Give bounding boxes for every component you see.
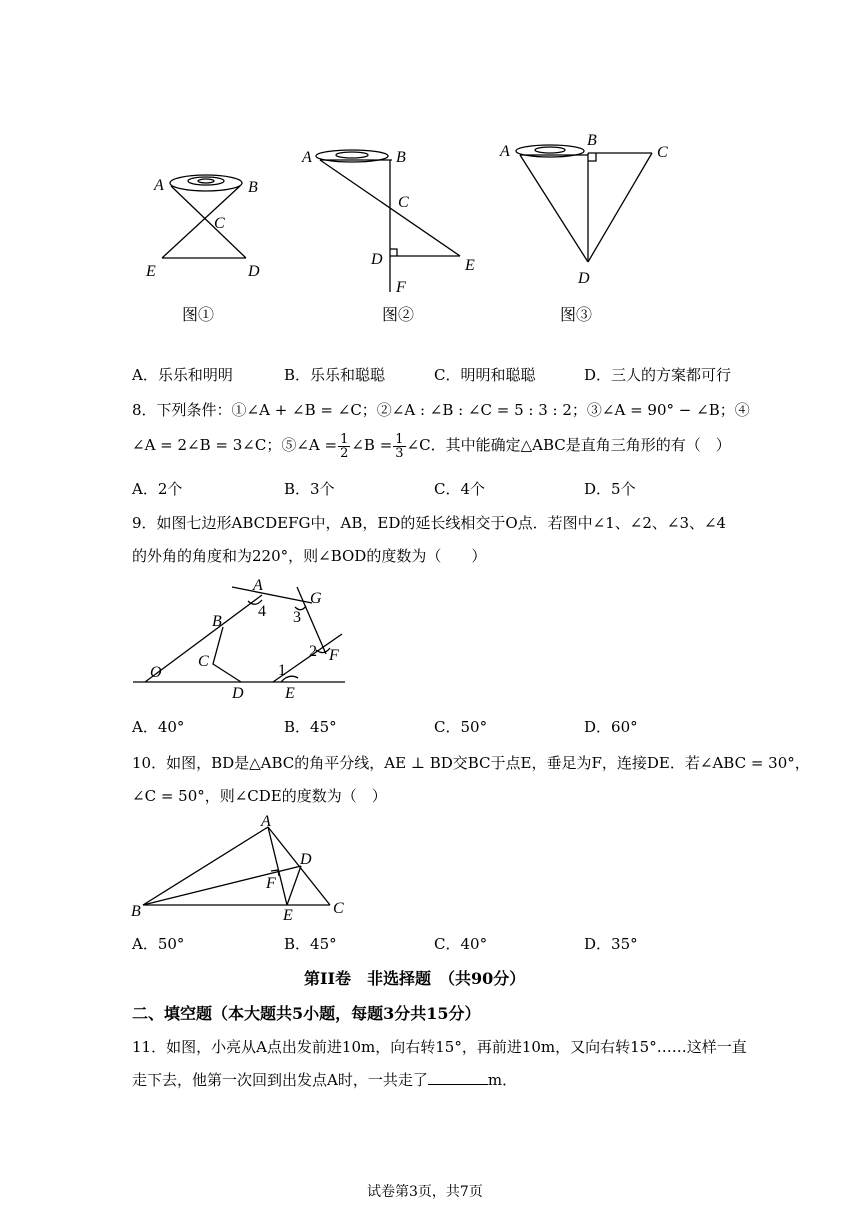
q10-label-e: E xyxy=(283,907,293,924)
q8-line2 xyxy=(132,429,731,461)
fig1-label-a: A xyxy=(154,177,164,194)
fig2-caption: 图② xyxy=(382,305,415,324)
q9-option-a: A．40° xyxy=(132,718,185,736)
q11-line2 xyxy=(132,1069,517,1090)
fig2-label-f: F xyxy=(396,279,406,296)
fig1-label-e: E xyxy=(146,263,156,280)
q9-label-o: O xyxy=(150,664,162,681)
fig2-label-b: B xyxy=(396,149,406,166)
q8-line2-c: ∠C．其中能确定△ABC是直角三角形的有（ ） xyxy=(406,436,731,454)
fig3-label-c: C xyxy=(657,144,668,161)
q10-option-a: A．50° xyxy=(132,935,185,953)
q9-label-b: B xyxy=(212,613,222,630)
q9-label-e: E xyxy=(285,685,295,702)
fig2-label-d: D xyxy=(371,251,383,268)
q10-line1: 10．如图，BD是△ABC的角平分线，AE ⊥ BD交BC于点E，垂足为F，连接DE．若∠ABC = 30°， xyxy=(132,754,810,772)
q9-label-2: 2 xyxy=(309,643,317,660)
q9-label-3: 3 xyxy=(293,609,301,626)
q8-option-d: D．5个 xyxy=(584,480,636,498)
q9-label-c: C xyxy=(198,653,209,670)
q8-fraction-third: $\frac{1}{3}$ xyxy=(395,431,404,461)
page-footer: 试卷第3页，共7页 xyxy=(367,1184,483,1200)
fig2-label-e: E xyxy=(465,257,475,274)
q11-line1: 11．如图，小亮从A点出发前进10m，向右转15°，再前进10m，又向右转15°……这样一直 xyxy=(132,1038,747,1056)
q10-label-f: F xyxy=(266,875,276,892)
q9-figure xyxy=(0,570,868,710)
q8-option-c: C．4个 xyxy=(434,480,486,498)
q9-option-d: D．60° xyxy=(584,718,638,736)
top-figures xyxy=(0,0,868,340)
fig3-label-d: D xyxy=(578,270,590,287)
figure-1 xyxy=(162,175,246,258)
q8-option-a: A．2个 xyxy=(132,480,183,498)
q9-option-c: C．50° xyxy=(434,718,488,736)
fig1-label-d: D xyxy=(248,263,260,280)
q9-label-4: 4 xyxy=(258,603,266,620)
q8-line2-b: ∠B = xyxy=(351,436,393,454)
q9-label-d: D xyxy=(232,685,244,702)
q8-fraction-half: $\frac{1}{2}$ xyxy=(340,431,349,461)
q9-label-a: A xyxy=(253,577,263,594)
q10-line2: ∠C = 50°，则∠CDE的度数为（ ） xyxy=(132,787,387,805)
q9-line2: 的外角的角度和为220°，则∠BOD的度数为（ ） xyxy=(132,547,487,565)
q9-label-g: G xyxy=(310,590,322,607)
figure-2 xyxy=(316,150,460,292)
fig1-label-c: C xyxy=(214,215,225,232)
q9-label-f: F xyxy=(329,647,339,664)
q7-option-a: A．乐乐和明明 xyxy=(132,366,233,384)
q9-line1: 9．如图七边形ABCDEFG中，AB，ED的延长线相交于O点．若图中∠1、∠2、∠3、∠4 xyxy=(132,514,727,532)
q10-label-a: A xyxy=(261,813,271,830)
fig3-caption: 图③ xyxy=(560,305,593,324)
q9-label-1: 1 xyxy=(278,662,286,679)
q10-label-b: B xyxy=(131,903,141,920)
fig2-label-a: A xyxy=(302,149,312,166)
q11-line2-a: 走下去，他第一次回到出发点A时，一共走了 xyxy=(132,1071,428,1089)
q7-option-c: C．明明和聪聪 xyxy=(434,366,536,384)
q10-option-b: B．45° xyxy=(284,935,337,953)
fig1-label-b: B xyxy=(248,179,258,196)
q10-option-d: D．35° xyxy=(584,935,638,953)
q10-figure xyxy=(0,810,868,928)
fig1-caption: 图① xyxy=(182,305,215,324)
part-2-heading: 二、填空题（本大题共5小题，每题3分共15分） xyxy=(132,1004,481,1023)
q10-option-c: C．40° xyxy=(434,935,488,953)
q8-line1: 8．下列条件：①∠A + ∠B = ∠C；②∠A : ∠B : ∠C = 5 : 3 : 2；③∠A = 90° − ∠B；④ xyxy=(132,401,750,419)
q7-option-d: D．三人的方案都可行 xyxy=(584,366,732,384)
q8-option-b: B．3个 xyxy=(284,480,335,498)
q9-option-b: B．45° xyxy=(284,718,337,736)
q10-label-d: D xyxy=(300,851,312,868)
fig2-label-c: C xyxy=(398,194,409,211)
q8-line2-a: ∠A = 2∠B = 3∠C；⑤∠A = xyxy=(132,436,338,454)
q7-option-b: B．乐乐和聪聪 xyxy=(284,366,386,384)
q10-label-c: C xyxy=(333,900,344,917)
q11-answer-blank[interactable] xyxy=(428,1072,488,1085)
fig3-label-a: A xyxy=(500,143,510,160)
q11-line2-b: m． xyxy=(487,1071,518,1089)
section-2-title: 第II卷 非选择题 （共90分） xyxy=(304,969,526,988)
fig3-label-b: B xyxy=(587,132,597,149)
figure-3 xyxy=(516,145,652,262)
